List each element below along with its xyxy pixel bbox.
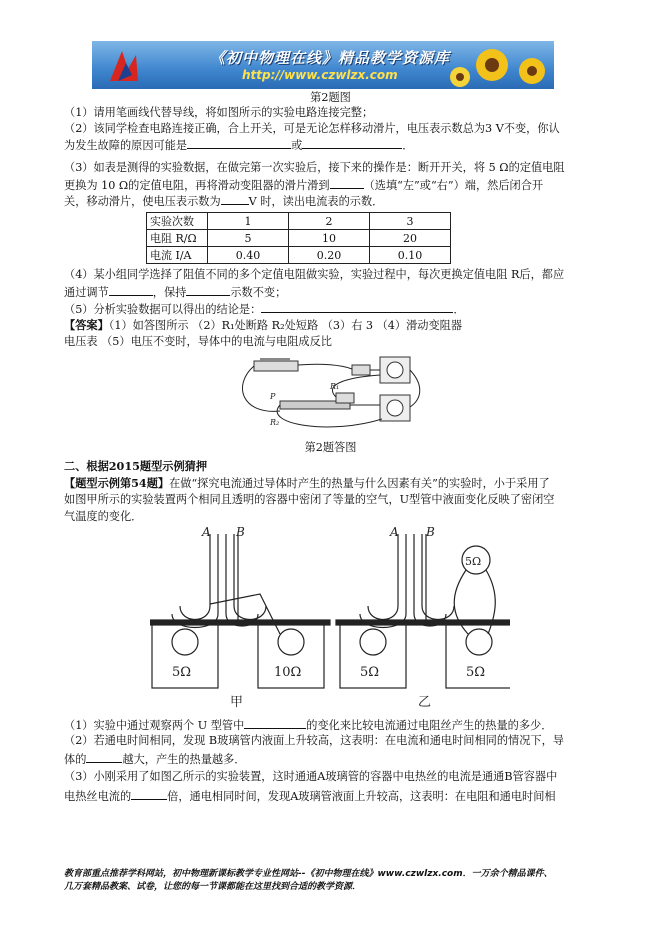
table-cell: 0.10 — [370, 247, 451, 264]
q3-text-end: （选填“左”或“右”）端，然后闭合开 — [363, 179, 544, 192]
right-resistor-3: 5Ω — [465, 555, 482, 568]
q3-blank-1 — [330, 177, 364, 189]
q5-text: （5）分析实验数据可以得出的结论是： — [64, 303, 262, 316]
banner-url: http://www.czwlzx.com — [242, 68, 398, 82]
q5-period: ． — [453, 303, 465, 316]
answer-line-a — [64, 318, 462, 333]
label-b-right: B — [426, 525, 435, 539]
q2-period: ． — [402, 139, 414, 152]
e3-blank — [131, 788, 167, 800]
table-cell: 0.40 — [208, 247, 289, 264]
q3c-text: 关，移动滑片，使电压表示数为 — [64, 195, 221, 208]
q4-text-end: 示数不变； — [230, 286, 287, 299]
question-4-line-b — [64, 284, 286, 300]
table-cell: 实验次数 — [147, 213, 208, 230]
caption-right: 乙 — [418, 695, 432, 710]
apparatus-figure — [150, 524, 510, 710]
q3c-text-end: V 时，读出电流表的示数． — [248, 195, 384, 208]
label-b-left: B — [236, 525, 245, 539]
answer-line-b: 电压表 （5）电压不变时，导体中的电流与电阻成反比 — [64, 335, 332, 348]
q4-blank-1 — [109, 284, 153, 296]
circuit-answer-figure — [232, 355, 424, 439]
q4-text: 通过调节 — [64, 286, 109, 299]
q2-text: 为发生故障的原因可能是 — [64, 139, 188, 152]
table-cell: 电流 I/A — [147, 247, 208, 264]
question-3-line-c — [64, 193, 383, 209]
right-resistor-1: 5Ω — [360, 665, 380, 680]
data-table — [146, 212, 451, 264]
question-1: （1）请用笔画线代替导线，将如图所示的实验电路连接完整； — [64, 106, 374, 119]
table-cell: 2 — [289, 213, 370, 230]
banner-title: 《初中物理在线》精品教学资源库 — [210, 49, 451, 67]
q3-blank-2 — [221, 193, 249, 205]
e1-blank — [244, 717, 306, 729]
section-title: 二、根据2015题型示例猜押 — [64, 459, 208, 473]
question-2-line-b — [64, 137, 413, 153]
question-3-line-a: （3）如表是测得的实验数据，在做完第一次实验后，接下来的操作是：断开开关，将 5 Ω的定值电阻 — [64, 161, 565, 174]
figure-2-caption: 第2题答图 — [304, 441, 357, 454]
example-label: 【题型示例第54题】 — [64, 476, 170, 490]
table-row — [147, 230, 451, 247]
right-resistor-2: 5Ω — [466, 665, 486, 680]
svg-text:P: P — [270, 392, 276, 401]
footer-line-a: 教育部重点推荐学科网站，初中物理新课标教学专业性网站--《初中物理在线》www.czwlzx.com．一万余个精品课件、 — [64, 869, 553, 879]
table-cell: 0.20 — [289, 247, 370, 264]
table-cell: 10 — [289, 230, 370, 247]
e1-text: （1）实验中通过观察两个 U 型管中 — [64, 719, 245, 732]
question-2-line-a: （2）该同学检查电路连接正确，合上开关，可是无论怎样移动滑片，电压表示数总为3 V不变，你认 — [64, 122, 560, 135]
example-line-c: 气温度的变化． — [64, 510, 143, 523]
q4-text-mid: ，保持 — [152, 286, 187, 299]
left-resistor-1: 5Ω — [172, 665, 192, 680]
example-line-b: 如图甲所示的实验装置两个相同且透明的容器中密闭了等量的空气，U型管中液面变化反映了密闭空 — [64, 493, 555, 506]
example-q3-a: （3）小刚采用了如图乙所示的实验装置，这时通通A玻璃管的容器中电热丝的电流是通通B管容器中 — [64, 770, 558, 783]
example-q3-b — [64, 788, 556, 804]
left-resistor-2: 10Ω — [274, 665, 302, 680]
q2-blank-1 — [187, 137, 291, 149]
label-a-left: A — [202, 525, 211, 539]
table-cell: 3 — [370, 213, 451, 230]
table-row — [147, 213, 451, 230]
table-cell: 电阻 R/Ω — [147, 230, 208, 247]
e3-text: 电热丝电流的 — [64, 790, 132, 803]
table-cell: 1 — [208, 213, 289, 230]
svg-text:R₂: R₂ — [270, 418, 280, 427]
q2-blank-2 — [302, 137, 402, 149]
table-cell: 5 — [208, 230, 289, 247]
example-q2-b — [64, 751, 245, 767]
q3-text: 更换为 10 Ω的定值电阻，再将滑动变阻器的滑片滑到 — [64, 179, 330, 192]
svg-text:R₁: R₁ — [330, 382, 340, 391]
question-3-line-b — [64, 177, 543, 193]
figure-1-caption: 第2题图 — [310, 91, 351, 104]
e3-text-end: 倍，通电相同时间，发现A玻璃管液面上升较高，这表明：在电阻和通电时间相 — [167, 790, 556, 803]
footer-line-b: 几万套精品教案、试卷，让您的每一节课都能在这里找到合适的教学资源． — [64, 882, 362, 892]
e2-text-end: 越大，产生的热量越多． — [122, 753, 246, 766]
label-a-right: A — [390, 525, 399, 539]
answer-text: （1）如答图所示 （2）R₁处断路 R₂处短路 （3）右 3 （4）滑动变阻器 — [108, 319, 463, 332]
e2-text: 体的 — [64, 753, 87, 766]
table-cell: 20 — [370, 230, 451, 247]
q4-blank-2 — [186, 284, 230, 296]
example-text: 在做“探究电流通过导体时产生的热量与什么因素有关”的实验时，小于采用了 — [169, 477, 550, 490]
e2-blank — [86, 751, 122, 763]
example-line-a — [64, 476, 550, 491]
question-5 — [64, 301, 465, 317]
e1-text-end: 的变化来比较电流通过电阻丝产生的热量的多少． — [306, 719, 553, 732]
q2-or: 或 — [291, 139, 303, 152]
header-banner — [92, 41, 554, 89]
answer-label: 【答案】 — [64, 318, 109, 332]
example-q1 — [64, 717, 552, 733]
q5-blank — [261, 301, 453, 313]
caption-left: 甲 — [230, 695, 244, 710]
table-row — [147, 247, 451, 264]
example-q2-a: （2）若通电时间相同，发现 B玻璃管内液面上升较高，这表明：在电流和通电时间相同的情况下，导 — [64, 734, 564, 747]
question-4-line-a: （4）某小组同学选择了阻值不同的多个定值电阻做实验，实验过程中，每次更换定值电阻 R后，都应 — [64, 268, 565, 281]
